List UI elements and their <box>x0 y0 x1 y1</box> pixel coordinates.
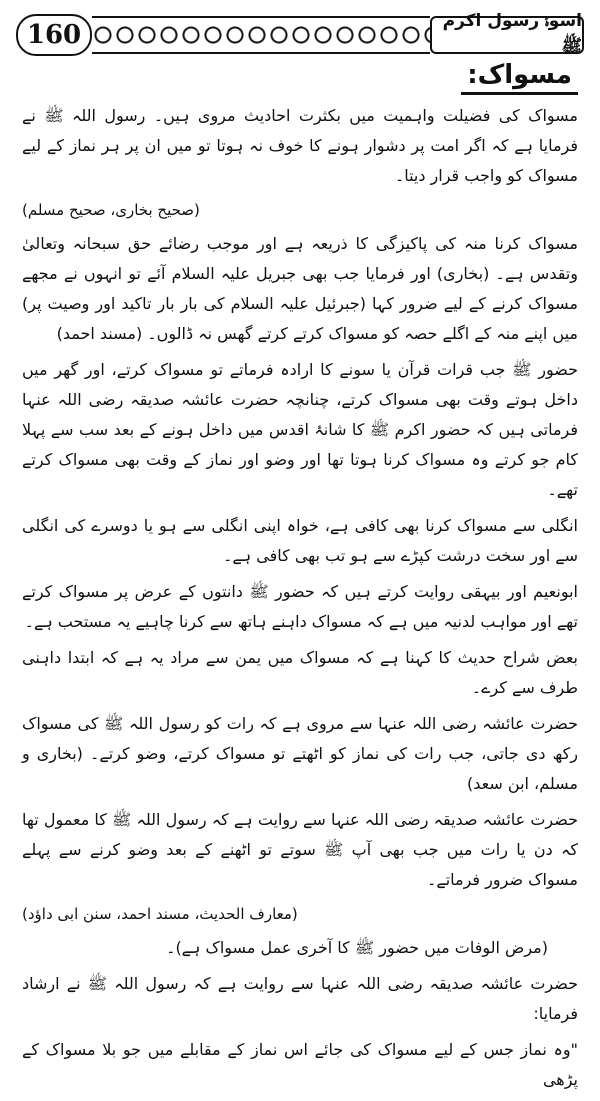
paragraph: حضرت عائشہ رضی اللہ عنہا سے مروی ہے کہ رات کو رسول اللہ ﷺ کی مسواک رکھ دی جاتی، جب رات کی نماز کو اٹھتے تو مسواک کرتے، وضو کرتے۔ (بخاری و مسلم، ابن سعد) <box>22 714 578 793</box>
quote: "وہ نماز جس کے لیے مسواک کی جائے اس نماز کے مقابلے میں جو بلا مسواک کے پڑھی <box>22 1040 578 1089</box>
page-number: 160 <box>16 14 92 56</box>
book-title: اسوۂ رسول اکرم ﷺ <box>430 16 584 54</box>
paragraph: حضرت عائشہ صدیقہ رضی اللہ عنہا سے روایت ہے کہ رسول اللہ ﷺ نے ارشاد فرمایا: <box>22 974 578 1023</box>
reference: (معارف الحدیث، مسند احمد، سنن ابی داؤد) <box>22 905 298 923</box>
paragraph: حضور ﷺ جب قرات قرآن یا سونے کا ارادہ فرماتے تو مسواک کرتے، اور گھر میں داخل ہوتے وقت بھی مسواک کرتے، چنانچہ حضرت عائشہ صدیقہ رضی اللہ عنہا فرماتی ہیں کہ حضور اکرم ﷺ کا شانۂ اقدس میں داخل ہونے کے بعد سب سے پہلا کام جو کرتے وہ مسواک کرنا ہوتا تھا اور وضو اور نماز کے وقت بھی مسواک کرتے تھے۔ <box>22 360 578 499</box>
paragraph: (مرض الوفات میں حضور ﷺ کا آخری عمل مسواک ہے)۔ <box>166 938 548 957</box>
reference: (صحیح بخاری، صحیح مسلم) <box>22 201 200 219</box>
section-heading: مسواک: <box>461 60 578 95</box>
paragraph: ابونعیم اور بیہقی روایت کرتے ہیں کہ حضور ﷺ دانتوں کے عرض پر مسواک کرتے تھے اور مواہب لدنیہ میں ہے کہ مسواک داہنے ہاتھ سے کرنا چاہیے یہ مستحب ہے۔ <box>22 582 578 631</box>
paragraph: انگلی سے مسواک کرنا بھی کافی ہے، خواہ اپنی انگلی سے ہو یا دوسرے کی انگلی سے اور سخت درشت کپڑے سے ہو تب بھی کافی ہے۔ <box>22 516 578 565</box>
decorative-border <box>92 16 430 54</box>
paragraph: بعض شراح حدیث کا کہنا ہے کہ مسواک میں یمن سے مراد یہ ہے کہ ابتدا داہنی طرف سے کرے۔ <box>22 648 578 697</box>
paragraph: مسواک کی فضیلت واہمیت میں بکثرت احادیث مروی ہیں۔ رسول اللہ ﷺ نے فرمایا ہے کہ اگر امت پر دشوار ہونے کا خوف نہ ہوتا تو میں ان پر ہر نماز کے لیے مسواک کو واجب قرار دیتا۔ <box>22 106 578 185</box>
paragraph: حضرت عائشہ صدیقہ رضی اللہ عنہا سے روایت ہے کہ رسول اللہ ﷺ کا معمول تھا کہ دن یا رات میں جب بھی آپ ﷺ سوتے تو اٹھنے کے بعد وضو کرنے سے پہلے مسواک ضرور فرماتے۔ <box>22 810 578 889</box>
page-header <box>8 6 592 58</box>
paragraph: مسواک کرنا منہ کی پاکیزگی کا ذریعہ ہے اور موجب رضائے حق سبحانہ وتعالیٰ وتقدس ہے۔ (بخاری) اور فرمایا جب بھی جبریل علیہ السلام آئے تو انہوں نے مجھے مسواک کرنے کے لیے ضرور کہا (جبرئیل علیہ السلام کی بار بار تاکید اور وصیت پر) میں اپنے منہ کے اگلے حصہ کو مسواک کرتے کرتے گھس نہ ڈالوں۔ (مسند احمد) <box>22 234 578 343</box>
page-body <box>22 60 578 1101</box>
